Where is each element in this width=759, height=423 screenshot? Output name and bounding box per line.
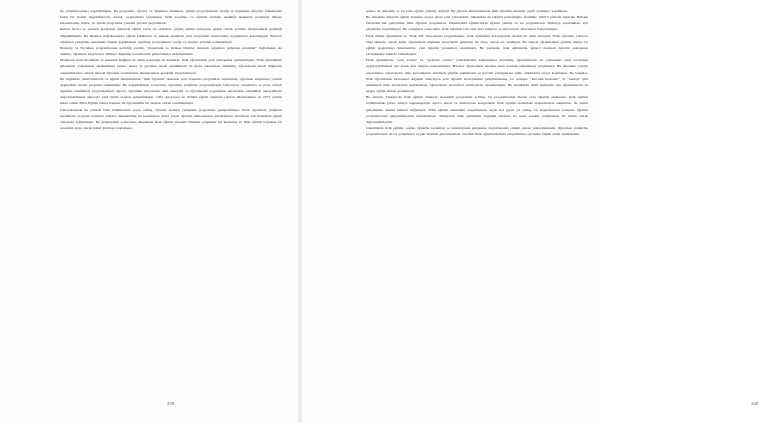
paragraph: Maddenin atom modelinin ve kuantum fiziğinin de önem kazandığı bu dönemde, fizik öğretiminde yeni yaklaşımlar geliştirilmiştir. Fizik öğretiminin geleneksel yöntemlerle sürdürülmesi yerine, deney ve gözleme dayalı etkinliklerin ön plana çıkarılması önerilmiş; öğrencilerin kendi bilgilerini oluşturmalarına olanak tanıyan öğrenme ortamlarının düzenlenmesi gerektiği vurgulanmıştır. — [60, 58, 282, 75]
paragraph: Üniversitelerde bu yıllarda fizik bölümlerinin sayısı artmış, öğretim elemanı yetiştirme programları genişletilmiştir. Fizik öğretmeni yetiştiren kurumların program içerikleri yeniden düzenlenmiş, bu kurumlarda görev yapan öğretim elemanlarının niteliklerinin artırılması için lisansüstü eğitim olanakları sağlanmıştır. Bu gelişmelerin sonucunda, ülkemizde fizik eğitimi alanında bilimsel çalışmalar hız kazanmış ve fizik eğitimi bağımsız bir araştırma alanı olarak kabul görmeye başlamıştır. — [60, 107, 282, 130]
paragraph: sadece bu dönemde ve bu yolla eğitim verilmiş değildir. Bu yıllarda üniversitelerde fizik öğretimi alanında çeşitli yenilikler yapılmıştır. — [366, 9, 568, 13]
paragraph: Bu amaçla, Türkiye’de fizik eğitimi alanında lisansüstü programlar açılmış, bu programlardan mezun olan öğretim elemanları fizik eğitimi bölümlerinde görev almaya başlamışlardır. Ayrıca ulusal ve uluslararası kongrelerde fizik eğitimi alanındaki araştırmaların sunulması, bu alanın gelişmesine önemli katkılar sağlamıştır. Fizik eğitimi alanındaki araştırmaların sayısı her geçen yıl artmış, bu araştırmaların sonuçları öğretim programlarının geliştirilmesinde kullanılmıştır. Türkiye’de fizik eğitiminin bugünkü durumu, bu uzun soluklu çalışmaların bir ürünü olarak değerlendirilebilir. — [366, 95, 588, 124]
paragraph: Fizik öğretiminde “soru sorma” ve “problem çözme” yöntemlerinin kullanılması önerilmiş, öğretmenlerin bu yöntemleri sınıf ortamında uygulayabilmeleri için örnek ders planları hazırlanmıştır. Böylece öğrencilerin derslere etkin katılımı sağlanmaya çalışılmıştır. Bu dönemde yapılan araştırmalar, öğrencilerin fizik kavramlarını anlamada güçlük çektiklerini ve kavram yanılgılarına sahip olduklarını ortaya koymuştur. Bu bulgular, fizik öğretiminde kavramsal değişimi amaçlayan yeni öğretim stratejilerinin geliştirilmesine yol açmıştır. “Kavram haritaları” ve “analoji” gibi tekniklerin fizik derslerinde kullanılması, öğrencilerin kavramsal anlamalarını desteklemiştir. Bu tekniklerin etkili kullanımı için öğretmenlerin de uygun eğitim alması gerekmiştir. — [366, 58, 588, 94]
page-number-right: 340 — [751, 401, 759, 406]
paragraph: Günümüzde fizik eğitimi, çağdaş öğrenme kuramları ve teknolojideki gelişmeler doğrultusunda sürekli olarak yenilenmektedir. Öğretmen yetiştirme programlarının da bu gelişmelere uygun biçimde güncellenmesi, nitelikli fizik öğretmenlerinin yetiştirilmesi açısından büyük önem taşımaktadır. — [366, 125, 588, 137]
paragraph: Ruhsal beceri ve yetenek gerektiren alanlarda eğitim veren bu okulların, çağdaş eğitim anlayışına uygun olarak yeniden düzenlenmesi gerektiği düşünülmüştür. Bu düşünce doğrultusunda, eğitim fakülteleri ve yüksek okullarda yeni programlar hazırlanmış, uygulamaya konulmuştur. Böylece öğretmen yetiştirme sisteminde önemli değişiklikler yapılmış, programların içeriği ve süreleri yeniden belirlenmiştir. — [60, 27, 282, 44]
paragraph: Bu dönemde dünyada eğitim alanında ortaya çıkan yeni yaklaşımlar, ülkemizde de etkisini göstermiştir. Özellikle 1960’lı yıllarda Amerika Birleşik Devletleri’nde geliştirilen fizik öğretim programları, ülkemizdeki eğitimcilerin ilgisini çekmiş ve bu programların Türkçeye uyarlanması için çalışmalar başlatılmıştır. Bu çalışmalar sonucunda, fizik öğretimi için yeni ders kitapları ve laboratuvar kılavuzları hazırlanmıştır. — [366, 15, 588, 32]
paragraph: Bu bağlamda, üniversitelerde ve eğitim fakültelerinde “fizik öğretimi” alanında yeni araştırma programları başlatılmış, öğretmen adaylarına yönelik uygulamalı dersler programa eklenmiştir. Bu değişikliklerin sonucunda, öğretmen yetiştirme programlarında laboratuvar çalışmaları ve proje tabanlı öğrenme etkinlikleri yaygınlaşmıştır. Ayrıca, öğretmen adaylarının okul deneyimi ve öğretmenlik uygulaması derslerinde edindikleri deneyimlerin değerlendirilmesi amacıyla yeni ölçme araçları geliştirilmiştir. 1961 Anayasası ile birlikte eğitim alanında yapılan düzenlemeler ve 1973 yılında kabul edilen Milli Eğitim Temel Kanunu ile öğretmenlik bir meslek olarak tanımlanmıştır. — [60, 76, 282, 106]
paragraph: Berkeley ve Feynman programlarının getirdiği yenilik, “matematik ve fiziksel bilimler alanında öğretmen yetiştiren kurumlar” bağlamında ele alınmış; öğretmen adaylarının bilimsel düşünme becerilerinin geliştirilmesi hedeflenmiştir. — [60, 45, 282, 57]
paragraph: Fizik dilinin öğretilmesi ve “fizik dili” kavramının yaygınlaşması, fizik öğretimini kolaylaştıran önemli bir adım olmuştur. Fizik öğretimi, yalnızca bilgi aktarımı olarak değil, öğrencilerin düşünme becerilerini geliştiren bir süreç olarak ele alınmıştır. Bu amaçla öğretmenlere yönelik hizmet içi eğitim programları düzenlenmiş, yeni öğretim yöntemleri tanıtılmıştır. Bu yaklaşım, fizik eğitiminde öğrenci merkezli öğretim anlayışının yerleşmesine katkıda bulunmuştur. — [366, 33, 588, 57]
left-page-body — [60, 8, 282, 131]
paragraph: ile yetiştirilecekleri öngörülmüştür. Bu programla, öğrenci ve öğretmen nitelikleri, eğitim programlarının içeriği ve uygulama süreçleri bakımından farklı bir sistem öngörülüyordu. Ancak, uygulamada kurumların fiziki koşulları ve öğretim elemanı eksikliği nedeniyle planlanan düzeye ulaşılamamış, birkaç yıl içinde programlar yeniden gözden geçirilmiştir. — [60, 9, 282, 26]
page-number-left: 339 — [167, 401, 175, 406]
right-page-body — [366, 8, 588, 137]
